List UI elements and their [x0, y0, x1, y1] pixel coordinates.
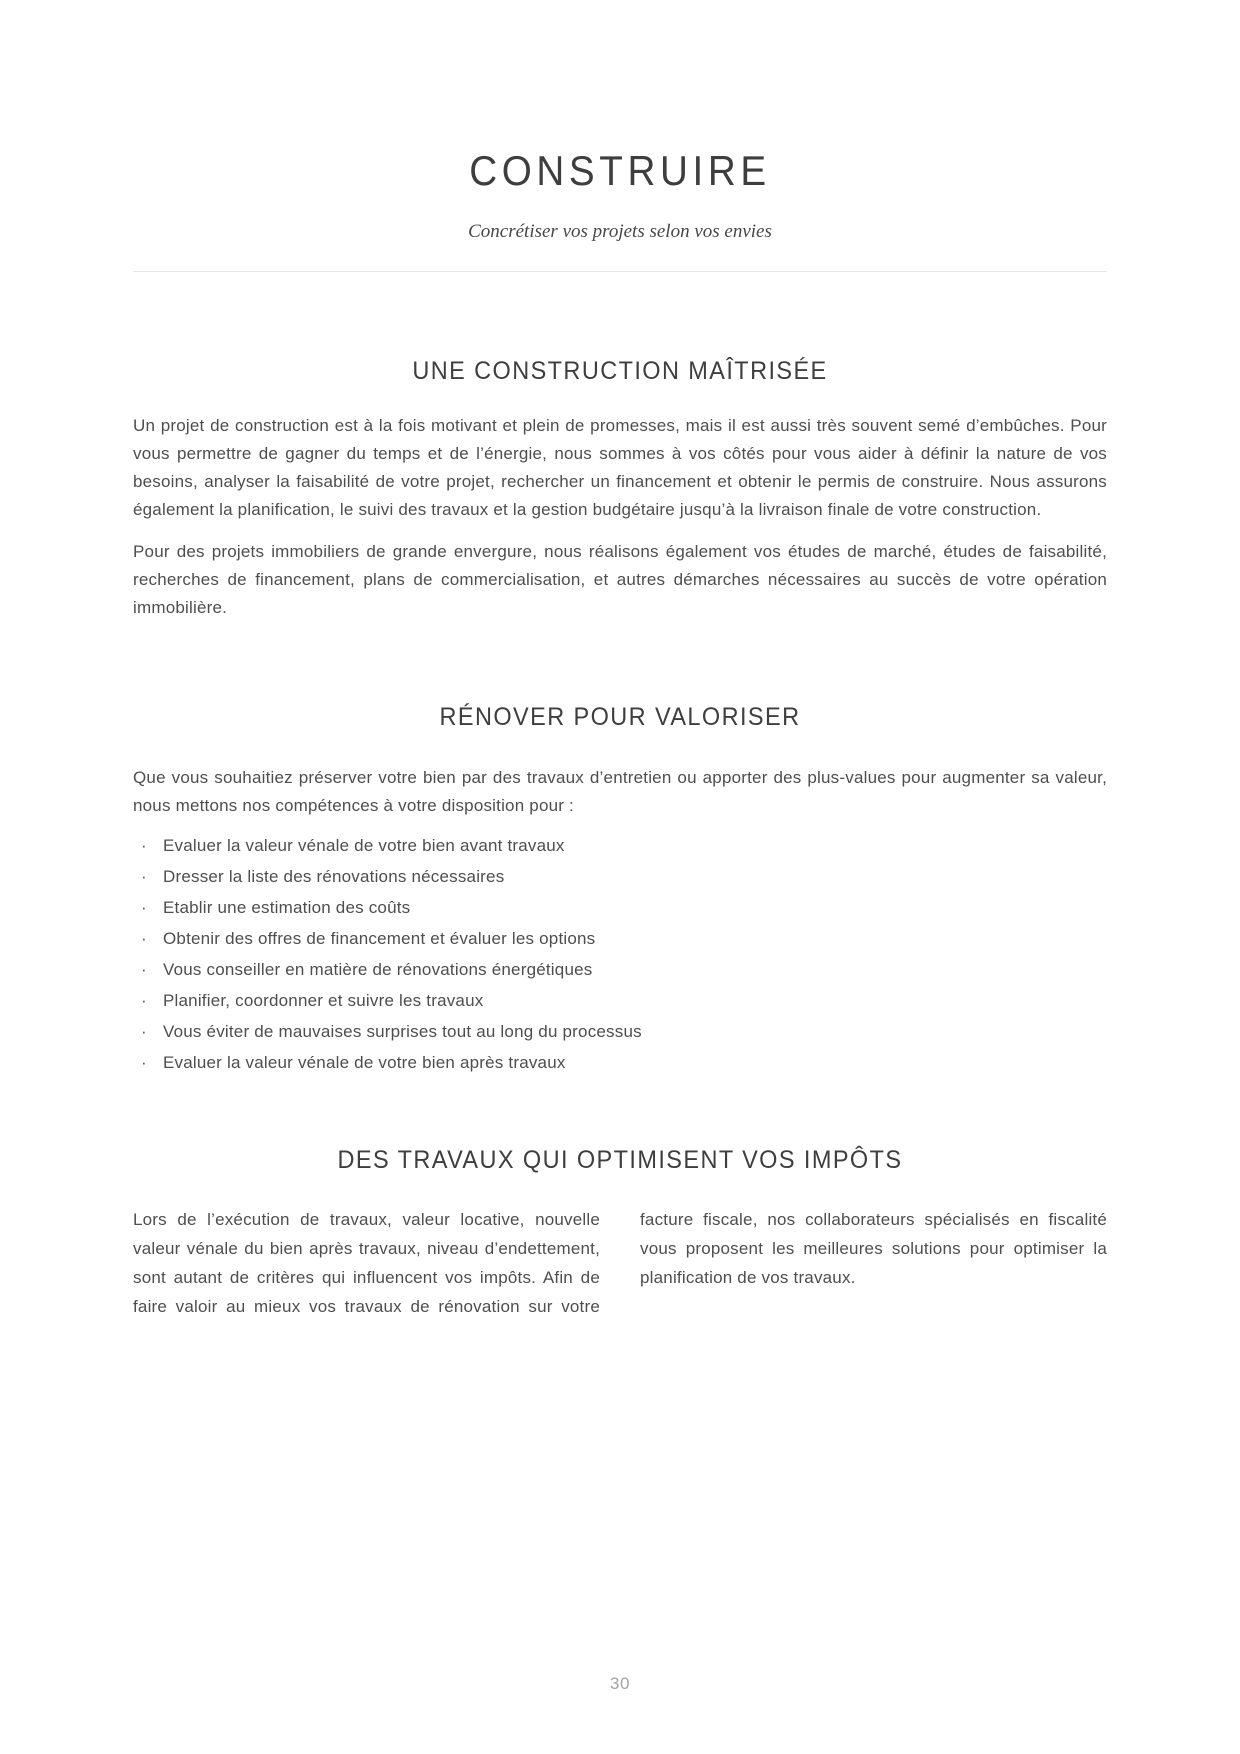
bullet-icon: ·: [141, 960, 147, 980]
bullet-list: [133, 832, 1107, 1077]
paragraph: Un projet de construction est à la fois motivant et plein de promesses, mais il est aussi très souvent semé d’embûches. Pour vous permettre de gagner du temps et de l’énergie, nous sommes à vos côtés pour vous aider à définir la nature de vos besoins, analyser la faisabilité de votre projet, rechercher un financement et obtenir le permis de construire. Nous assurons également la planification, le suivi des travaux et la gestion budgétaire jusqu’à la livraison finale de votre construction.: [133, 416, 1107, 520]
bullet-icon: ·: [141, 929, 147, 949]
list-item: [133, 863, 1107, 891]
two-column-text: Lors de l’exécution de travaux, valeur locative, nouvelle valeur vénale du bien après travaux, niveau d’endettement, sont autant de critères qui influencent vos impôts. Afin de faire valoir au mieux vos travaux de rénovation sur votre facture fiscale, nos collaborateurs spécialisés en fiscalité vous proposent les meilleures solutions pour optimiser la planification de vos travaux.: [133, 1210, 1107, 1317]
bullet-icon: ·: [141, 836, 147, 856]
list-item-text: Etablir une estimation des coûts: [163, 898, 411, 918]
list-item-text: Evaluer la valeur vénale de votre bien avant travaux: [163, 836, 565, 856]
section-heading-travaux-impots: DES TRAVAUX QUI OPTIMISENT VOS IMPÔTS: [337, 1146, 903, 1175]
list-item-text: Evaluer la valeur vénale de votre bien après travaux: [163, 1053, 566, 1073]
list-item-text: Obtenir des offres de financement et évaluer les options: [163, 929, 596, 949]
list-item-text: Vous conseiller en matière de rénovations énergétiques: [163, 960, 593, 980]
list-item: [133, 956, 1107, 984]
paragraph: Que vous souhaitiez préserver votre bien par des travaux d’entretien ou apporter des plus-values pour augmenter sa valeur, nous mettons nos compétences à votre disposition pour :: [133, 768, 1107, 816]
section-heading-renover-pour-valoriser: RÉNOVER POUR VALORISER: [439, 703, 801, 732]
list-item: [133, 1049, 1107, 1077]
list-item: [133, 925, 1107, 953]
divider: [133, 271, 1107, 272]
paragraph: Pour des projets immobiliers de grande envergure, nous réalisons également vos études de marché, études de faisabilité, recherches de financement, plans de commercialisation, et autres démarches nécessaires au succès de votre opération immobilière.: [133, 542, 1107, 618]
list-item: [133, 832, 1107, 860]
page-number: 30: [610, 1674, 630, 1693]
bullet-icon: ·: [141, 1022, 147, 1042]
list-item-text: Dresser la liste des rénovations nécessaires: [163, 867, 505, 887]
list-item: [133, 1018, 1107, 1046]
page-subtitle: Concrétiser vos projets selon vos envies: [468, 221, 772, 243]
bullet-icon: ·: [141, 1053, 147, 1073]
section-heading-construction-maitrisee: UNE CONSTRUCTION MAÎTRISÉE: [412, 357, 828, 386]
list-item: [133, 987, 1107, 1015]
bullet-icon: ·: [141, 991, 147, 1011]
list-item: [133, 894, 1107, 922]
bullet-icon: ·: [141, 898, 147, 918]
page-title: CONSTRUIRE: [469, 147, 771, 194]
bullet-icon: ·: [141, 867, 147, 887]
list-item-text: Vous éviter de mauvaises surprises tout au long du processus: [163, 1022, 642, 1042]
list-item-text: Planifier, coordonner et suivre les travaux: [163, 991, 484, 1011]
